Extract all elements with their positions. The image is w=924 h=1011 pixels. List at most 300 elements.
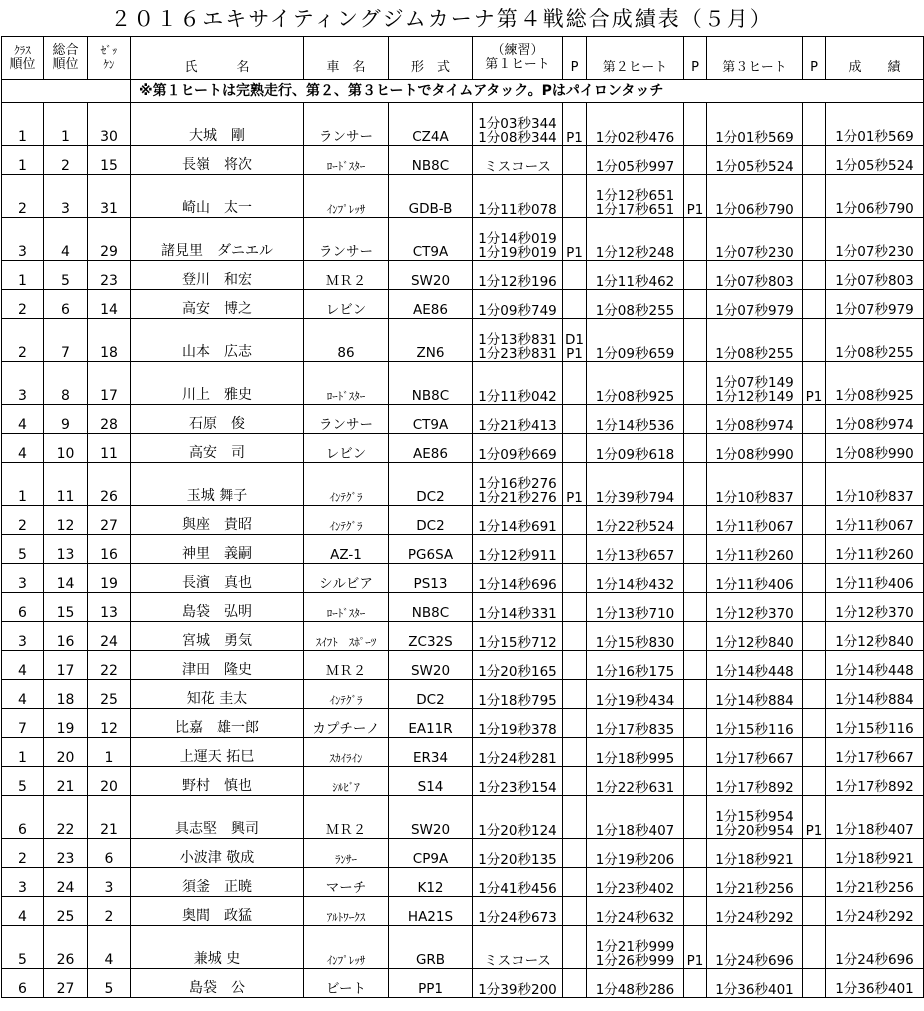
pylon2-cell	[684, 680, 707, 709]
heat3-cell-line2: 1分14秒448	[715, 664, 794, 680]
car-number-cell: 22	[88, 651, 131, 680]
header-car-number: ｾﾞｯ ｹﾝ	[88, 37, 131, 80]
pylon3-cell-line2	[803, 448, 825, 462]
overall-rank-cell: 3	[44, 175, 88, 218]
heat1-cell-line2: 1分18秒795	[478, 693, 557, 709]
heat1-cell-line1	[473, 940, 562, 954]
heat1-cell-line2: 1分14秒696	[478, 577, 557, 593]
driver-name-cell: 知花 圭太	[131, 680, 304, 709]
driver-name-cell: 宮城 勇気	[131, 622, 304, 651]
pylon3-cell-line2	[803, 723, 825, 737]
overall-rank-cell: 25	[44, 897, 88, 926]
table-row	[2, 463, 924, 506]
heat1-cell	[473, 146, 563, 175]
pylon1-cell-line2	[563, 607, 586, 621]
heat2-cell-line1	[587, 376, 683, 390]
pylon3-cell-line2	[803, 203, 825, 217]
table-row	[2, 680, 924, 709]
pylon2-cell	[684, 651, 707, 680]
heat1-cell-line2: 1分12秒196	[478, 274, 557, 290]
heat3-cell	[707, 175, 803, 218]
pylon3-cell-line1	[803, 117, 825, 131]
pylon1-cell-line1	[563, 189, 586, 203]
pylon2-cell	[684, 103, 707, 146]
car-name-cell: マーチ	[304, 868, 389, 897]
table-row	[2, 319, 924, 362]
table-row	[2, 175, 924, 218]
pylon2-cell	[684, 839, 707, 868]
pylon1-cell	[563, 362, 587, 405]
pylon2-cell	[684, 709, 707, 738]
heat1-cell-line2: 1分21秒413	[478, 418, 557, 434]
heat3-cell	[707, 767, 803, 796]
pylon2-cell	[684, 218, 707, 261]
heat2-cell	[587, 738, 684, 767]
pylon3-cell-line2	[803, 752, 825, 766]
driver-name-cell: 島袋 公	[131, 969, 304, 998]
class-rank-cell: 3	[2, 622, 44, 651]
car-number-cell: 29	[88, 218, 131, 261]
pylon1-cell	[563, 535, 587, 564]
table-row	[2, 796, 924, 839]
class-rank-cell: 6	[2, 593, 44, 622]
heat3-cell	[707, 622, 803, 651]
heat1-cell-line1: 1分13秒831	[478, 332, 557, 348]
car-number-cell: 27	[88, 506, 131, 535]
driver-name-cell: 兼城 史	[131, 926, 304, 969]
heat2-cell	[587, 796, 684, 839]
heat3-cell-line2: 1分10秒837	[715, 490, 794, 506]
pylon2-cell-line2	[684, 578, 706, 592]
heat3-cell	[707, 897, 803, 926]
heat1-cell-line1: 1分03秒344	[478, 116, 557, 132]
pylon1-cell	[563, 290, 587, 319]
car-number-cell: 1	[88, 738, 131, 767]
class-rank-cell: 7	[2, 709, 44, 738]
heat1-cell-line2: 1分09秒669	[478, 447, 557, 463]
note-row	[2, 80, 924, 103]
class-rank-cell: 5	[2, 926, 44, 969]
heat2-cell-line2: 1分14秒432	[595, 577, 675, 593]
heat3-cell-line2: 1分17秒892	[715, 780, 794, 796]
heat1-cell	[473, 926, 563, 969]
heat1-cell-line1	[473, 376, 562, 390]
pylon3-cell-line2	[803, 781, 825, 795]
driver-name-cell: 上運天 拓巳	[131, 738, 304, 767]
heat3-cell	[707, 434, 803, 463]
pylon1-cell-line2: P1	[566, 346, 583, 362]
heat3-cell-line2: 1分17秒667	[715, 751, 794, 767]
pylon2-cell	[684, 796, 707, 839]
car-name-cell: シルビア	[304, 564, 389, 593]
pylon2-cell	[684, 463, 707, 506]
pylon2-cell-line1	[684, 232, 706, 246]
pylon3-cell-line2	[803, 882, 825, 896]
heat1-cell-line2: 1分23秒154	[478, 780, 557, 796]
result-cell: 1分10秒837	[826, 463, 924, 506]
table-row	[2, 868, 924, 897]
overall-rank-cell: 2	[44, 146, 88, 175]
pylon3-cell	[803, 103, 826, 146]
pylon1-cell	[563, 969, 587, 998]
pylon1-cell	[563, 564, 587, 593]
car-number-cell: 23	[88, 261, 131, 290]
pylon1-cell-line2	[563, 419, 586, 433]
heat3-cell-line1	[707, 117, 802, 131]
heat1-cell-line2: ミスコース	[484, 953, 551, 969]
heat3-cell	[707, 680, 803, 709]
heat3-cell	[707, 564, 803, 593]
result-cell: 1分06秒790	[826, 175, 924, 218]
car-name-cell: ビート	[304, 969, 389, 998]
heat3-cell-line1: 1分15秒954	[715, 809, 794, 825]
car-number-cell: 30	[88, 103, 131, 146]
pylon1-cell	[563, 680, 587, 709]
heat3-cell-line1	[707, 940, 802, 954]
heat1-cell	[473, 535, 563, 564]
heat1-cell-line2: 1分20秒124	[478, 823, 557, 839]
heat2-cell	[587, 868, 684, 897]
heat1-cell	[473, 564, 563, 593]
heat3-cell-line2: 1分24秒696	[715, 953, 794, 969]
car-name-cell: ﾛｰﾄﾞｽﾀｰ	[304, 593, 389, 622]
result-cell: 1分14秒884	[826, 680, 924, 709]
heat2-cell-line2: 1分16秒175	[595, 664, 675, 680]
pylon3-cell	[803, 868, 826, 897]
class-rank-cell: 2	[2, 290, 44, 319]
result-cell: 1分12秒840	[826, 622, 924, 651]
heat3-cell-line2: 1分08秒974	[715, 418, 794, 434]
class-rank-cell: 2	[2, 839, 44, 868]
pylon2-cell-line1	[684, 376, 706, 390]
header-result: 成 績	[826, 37, 924, 80]
pylon3-cell-line2	[803, 419, 825, 433]
car-name-cell: ﾗﾝｻｰ	[304, 839, 389, 868]
heat1-cell-line2: 1分08秒344	[478, 130, 557, 146]
pylon3-cell-line1	[803, 189, 825, 203]
heat2-cell-line1	[587, 117, 683, 131]
heat3-cell-line1	[707, 189, 802, 203]
pylon3-cell	[803, 434, 826, 463]
pylon2-cell	[684, 362, 707, 405]
heat3-cell-line1	[707, 477, 802, 491]
heat2-cell-line2: 1分22秒524	[595, 519, 675, 535]
heat3-cell-line2: 1分11秒260	[715, 548, 794, 564]
result-cell: 1分07秒230	[826, 218, 924, 261]
pylon3-cell-line1	[803, 376, 825, 390]
heat3-cell	[707, 362, 803, 405]
pylon1-cell	[563, 103, 587, 146]
pylon1-cell-line2: P1	[566, 130, 583, 146]
heat3-cell	[707, 146, 803, 175]
heat2-cell-line1: 1分12秒651	[595, 188, 675, 204]
header-class-rank: ｸﾗｽ 順位	[2, 37, 44, 80]
pylon2-cell	[684, 506, 707, 535]
heat3-cell-line2: 1分07秒230	[715, 245, 794, 261]
pylon3-cell-line2	[803, 246, 825, 260]
car-name-cell: ＭＲ２	[304, 261, 389, 290]
model-cell: PG6SA	[389, 535, 473, 564]
table-row	[2, 564, 924, 593]
heat2-cell-line2: 1分17秒835	[595, 722, 675, 738]
car-number-cell: 2	[88, 897, 131, 926]
car-name-cell: 86	[304, 319, 389, 362]
pylon3-cell	[803, 362, 826, 405]
pylon2-cell	[684, 261, 707, 290]
model-cell: DC2	[389, 680, 473, 709]
table-row	[2, 767, 924, 796]
car-name-cell: ｲﾝﾌﾟﾚｯｻ	[304, 926, 389, 969]
model-cell: K12	[389, 868, 473, 897]
class-rank-cell: 5	[2, 535, 44, 564]
heat1-cell	[473, 463, 563, 506]
heat1-cell	[473, 651, 563, 680]
pylon3-cell	[803, 218, 826, 261]
heat1-cell-line1	[473, 189, 562, 203]
pylon2-cell	[684, 868, 707, 897]
pylon1-cell	[563, 651, 587, 680]
heat2-cell-line2: 1分26秒999	[595, 953, 675, 969]
driver-name-cell: 崎山 太一	[131, 175, 304, 218]
model-cell: ZN6	[389, 319, 473, 362]
pylon3-cell-line2	[803, 304, 825, 318]
pylon1-cell-line1	[563, 376, 586, 390]
model-cell: ZC32S	[389, 622, 473, 651]
overall-rank-cell: 21	[44, 767, 88, 796]
pylon3-cell-line1	[803, 810, 825, 824]
pylon3-cell-line1	[803, 232, 825, 246]
driver-name-cell: 神里 義嗣	[131, 535, 304, 564]
header-heat3: 第３ヒート	[707, 37, 803, 80]
class-rank-cell: 2	[2, 506, 44, 535]
overall-rank-cell: 16	[44, 622, 88, 651]
heat2-cell-line2: 1分15秒830	[595, 635, 675, 651]
model-cell: PP1	[389, 969, 473, 998]
heat2-cell	[587, 564, 684, 593]
heat2-cell-line1	[587, 810, 683, 824]
pylon3-cell-line2	[803, 549, 825, 563]
heat1-cell	[473, 767, 563, 796]
heat1-cell	[473, 362, 563, 405]
driver-name-cell: 山本 広志	[131, 319, 304, 362]
heat2-cell-line2: 1分05秒997	[595, 159, 675, 175]
pylon3-cell	[803, 969, 826, 998]
heat3-cell-line2: 1分11秒406	[715, 577, 794, 593]
pylon2-cell-line2	[684, 983, 706, 997]
pylon2-cell	[684, 767, 707, 796]
result-cell: 1分18秒921	[826, 839, 924, 868]
pylon2-cell-line2	[684, 824, 706, 838]
driver-name-cell: 高安 博之	[131, 290, 304, 319]
header-pylon3: P	[803, 37, 826, 80]
heat2-cell	[587, 709, 684, 738]
heat3-cell-line2: 1分07秒979	[715, 303, 794, 319]
driver-name-cell: 石原 俊	[131, 405, 304, 434]
heat1-cell-line2: 1分20秒135	[478, 852, 557, 868]
heat1-cell	[473, 969, 563, 998]
heat1-cell-line2: 1分19秒378	[478, 722, 557, 738]
driver-name-cell: 川上 雅史	[131, 362, 304, 405]
heat2-cell-line1: 1分21秒999	[595, 939, 675, 955]
pylon3-cell-line2	[803, 694, 825, 708]
table-row	[2, 405, 924, 434]
overall-rank-cell: 26	[44, 926, 88, 969]
pylon2-cell	[684, 564, 707, 593]
heat2-cell-line2: 1分18秒407	[595, 823, 675, 839]
result-cell: 1分21秒256	[826, 868, 924, 897]
pylon2-cell-line2	[684, 911, 706, 925]
model-cell: AE86	[389, 290, 473, 319]
heat2-cell	[587, 103, 684, 146]
pylon3-cell	[803, 680, 826, 709]
pylon2-cell-line2	[684, 448, 706, 462]
driver-name-cell: 奥間 政猛	[131, 897, 304, 926]
pylon3-cell	[803, 405, 826, 434]
heat1-cell-line2: 1分21秒276	[478, 490, 557, 506]
pylon3-cell	[803, 506, 826, 535]
heat2-cell	[587, 290, 684, 319]
car-name-cell: ｼﾙﾋﾞｱ	[304, 767, 389, 796]
pylon2-cell-line2	[684, 853, 706, 867]
heat2-cell-line2: 1分14秒536	[595, 418, 675, 434]
heat1-cell	[473, 290, 563, 319]
result-cell: 1分07秒803	[826, 261, 924, 290]
pylon3-cell	[803, 926, 826, 969]
heat2-cell-line1	[587, 333, 683, 347]
heat2-cell-line2: 1分02秒476	[595, 130, 675, 146]
class-rank-cell: 5	[2, 767, 44, 796]
pylon3-cell-line2	[803, 636, 825, 650]
pylon1-cell-line2	[563, 390, 586, 404]
overall-rank-cell: 20	[44, 738, 88, 767]
pylon1-cell	[563, 709, 587, 738]
heat2-cell-line2: 1分13秒657	[595, 548, 675, 564]
table-row	[2, 535, 924, 564]
table-row	[2, 651, 924, 680]
pylon3-cell-line1	[803, 477, 825, 491]
heat1-cell-line2: 1分23秒831	[478, 346, 557, 362]
result-cell: 1分15秒116	[826, 709, 924, 738]
overall-rank-cell: 18	[44, 680, 88, 709]
heat3-cell-line1	[707, 232, 802, 246]
heat1-cell-line2: 1分12秒911	[478, 548, 557, 564]
heat2-cell	[587, 463, 684, 506]
heat2-cell	[587, 680, 684, 709]
heat1-cell-line2: ミスコース	[484, 159, 551, 175]
heat3-cell-line2: 1分08秒990	[715, 447, 794, 463]
car-number-cell: 14	[88, 290, 131, 319]
header-name: 氏 名	[131, 37, 304, 80]
model-cell: GRB	[389, 926, 473, 969]
table-row	[2, 218, 924, 261]
result-cell: 1分18秒407	[826, 796, 924, 839]
heat3-cell-line2: 1分21秒256	[715, 881, 794, 897]
pylon1-cell-line2	[563, 882, 586, 896]
heat1-cell	[473, 796, 563, 839]
result-cell: 1分11秒067	[826, 506, 924, 535]
pylon1-cell	[563, 926, 587, 969]
pylon2-cell	[684, 593, 707, 622]
car-name-cell: ｲﾝﾌﾟﾚｯｻ	[304, 175, 389, 218]
table-row	[2, 926, 924, 969]
heat1-cell-line1	[473, 810, 562, 824]
heat2-cell	[587, 506, 684, 535]
class-rank-cell: 2	[2, 319, 44, 362]
pylon1-cell-line2	[563, 911, 586, 925]
car-number-cell: 20	[88, 767, 131, 796]
car-number-cell: 4	[88, 926, 131, 969]
heat3-cell-line2: 1分12秒149	[715, 389, 794, 405]
class-rank-cell: 4	[2, 897, 44, 926]
heat3-cell	[707, 738, 803, 767]
heat2-cell-line2: 1分17秒651	[595, 202, 675, 218]
pylon1-cell-line2	[563, 304, 586, 318]
heat2-cell-line2: 1分11秒462	[595, 274, 675, 290]
driver-name-cell: 諸見里 ダニエル	[131, 218, 304, 261]
overall-rank-cell: 17	[44, 651, 88, 680]
heat3-cell-line1: 1分07秒149	[715, 375, 794, 391]
heat1-cell-line2: 1分19秒019	[478, 245, 557, 261]
heat3-cell	[707, 593, 803, 622]
overall-rank-cell: 27	[44, 969, 88, 998]
overall-rank-cell: 11	[44, 463, 88, 506]
class-rank-cell: 1	[2, 146, 44, 175]
heat2-cell-line2: 1分08秒255	[595, 303, 675, 319]
heat2-cell	[587, 218, 684, 261]
heat2-cell	[587, 622, 684, 651]
table-row	[2, 103, 924, 146]
heat3-cell-line2: 1分08秒255	[715, 346, 794, 362]
heat1-cell	[473, 709, 563, 738]
pylon2-cell-line2	[684, 131, 706, 145]
heat2-cell	[587, 897, 684, 926]
overall-rank-cell: 8	[44, 362, 88, 405]
heat2-cell-line2: 1分18秒995	[595, 751, 675, 767]
car-name-cell: レビン	[304, 290, 389, 319]
car-number-cell: 13	[88, 593, 131, 622]
pylon2-cell	[684, 290, 707, 319]
pylon2-cell	[684, 535, 707, 564]
result-cell: 1分08秒925	[826, 362, 924, 405]
class-rank-cell: 3	[2, 362, 44, 405]
heat2-cell	[587, 839, 684, 868]
pylon1-cell-line2	[563, 549, 586, 563]
model-cell: GDB-B	[389, 175, 473, 218]
table-row	[2, 709, 924, 738]
car-number-cell: 21	[88, 796, 131, 839]
pylon1-cell-line2: P1	[566, 490, 583, 506]
pylon1-cell-line1	[563, 117, 586, 131]
heat2-cell	[587, 969, 684, 998]
pylon2-cell	[684, 738, 707, 767]
heat3-cell-line2: 1分12秒370	[715, 606, 794, 622]
car-name-cell: ｱﾙﾄﾜｰｸｽ	[304, 897, 389, 926]
heat3-cell	[707, 261, 803, 290]
heat1-cell	[473, 506, 563, 535]
heat1-cell-line2: 1分24秒281	[478, 751, 557, 767]
pylon3-cell	[803, 319, 826, 362]
header-model: 形 式	[389, 37, 473, 80]
pylon2-cell	[684, 405, 707, 434]
pylon3-cell-line2	[803, 275, 825, 289]
class-rank-cell: 3	[2, 218, 44, 261]
class-rank-cell: 1	[2, 463, 44, 506]
pylon3-cell-line2	[803, 853, 825, 867]
overall-rank-cell: 19	[44, 709, 88, 738]
pylon1-cell	[563, 218, 587, 261]
heat2-cell-line2: 1分09秒618	[595, 447, 675, 463]
pylon3-cell-line1	[803, 333, 825, 347]
